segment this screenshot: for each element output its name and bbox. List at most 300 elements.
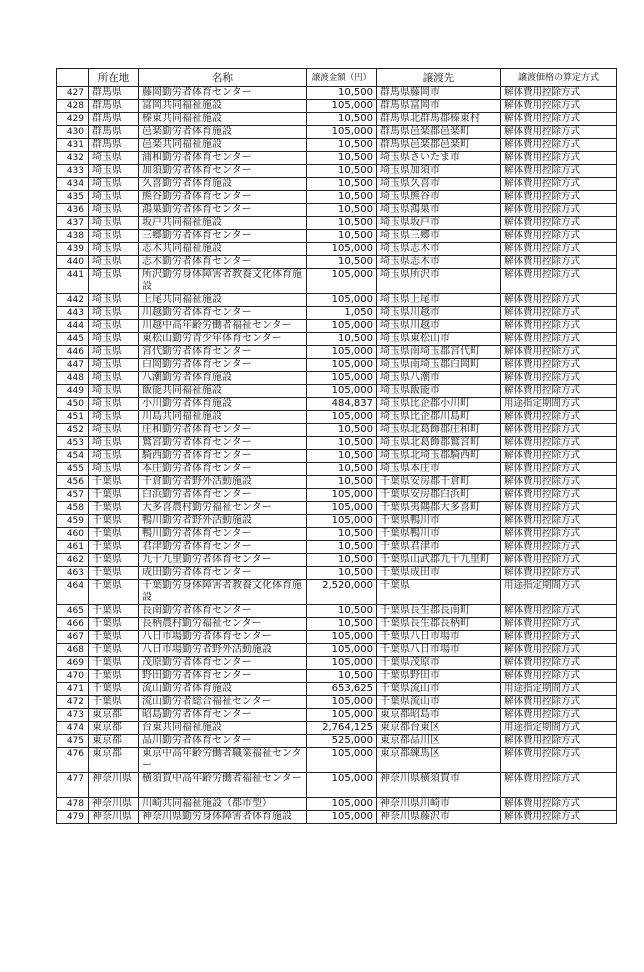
table-row [57, 165, 617, 178]
row-number: 435 [57, 191, 89, 204]
row-amount: 10,500 [307, 528, 377, 541]
row-facility-name: 千倉勤労者野外活動施設 [139, 476, 307, 489]
row-facility-name: 所沢勤労身体障害者教養文化体育施設 [139, 269, 307, 294]
row-recipient: 千葉県野田市 [377, 670, 501, 683]
row-method: 解体費用控除方式 [501, 657, 617, 670]
row-number: 460 [57, 528, 89, 541]
row-recipient: 千葉県安房郡白浜町 [377, 489, 501, 502]
row-method: 用途指定期間方式 [501, 398, 617, 411]
row-amount: 105,000 [307, 696, 377, 709]
row-recipient: 埼玉県鴻巣市 [377, 204, 501, 217]
row-recipient: 埼玉県川越市 [377, 307, 501, 320]
row-facility-name: 志木勤労者体育センター [139, 256, 307, 269]
row-method: 解体費用控除方式 [501, 359, 617, 372]
row-location: 埼玉県 [89, 152, 139, 165]
row-recipient: 埼玉県南埼玉郡宮代町 [377, 346, 501, 359]
row-amount: 105,000 [307, 346, 377, 359]
table-row [57, 644, 617, 657]
row-number: 447 [57, 359, 89, 372]
row-number: 455 [57, 463, 89, 476]
row-location: 千葉県 [89, 631, 139, 644]
row-recipient: 群馬県邑楽郡邑楽町 [377, 126, 501, 139]
header-amount: 譲渡金額（円） [307, 69, 377, 87]
row-method: 解体費用控除方式 [501, 696, 617, 709]
table-row [57, 230, 617, 243]
row-recipient: 群馬県邑楽郡邑楽町 [377, 139, 501, 152]
row-facility-name: 八潮勤労者体育施設 [139, 372, 307, 385]
row-location: 埼玉県 [89, 463, 139, 476]
row-method: 解体費用控除方式 [501, 152, 617, 165]
row-facility-name: 長南勤労者体育センター [139, 605, 307, 618]
row-facility-name: 大多喜農村勤労福祉センター [139, 502, 307, 515]
table-row [57, 424, 617, 437]
row-number: 445 [57, 333, 89, 346]
row-location: 千葉県 [89, 515, 139, 528]
row-facility-name: 白岡勤労者体育センター [139, 359, 307, 372]
row-number: 470 [57, 670, 89, 683]
row-method: 解体費用控除方式 [501, 567, 617, 580]
row-number: 463 [57, 567, 89, 580]
row-amount: 10,500 [307, 567, 377, 580]
table-row [57, 528, 617, 541]
row-recipient: 千葉県鴨川市 [377, 515, 501, 528]
table-row [57, 139, 617, 152]
row-amount: 105,000 [307, 385, 377, 398]
row-amount: 2,764,125 [307, 722, 377, 735]
row-recipient: 千葉県八日市場市 [377, 644, 501, 657]
row-facility-name: 八日市場勤労者野外活動施設 [139, 644, 307, 657]
row-amount: 10,500 [307, 165, 377, 178]
row-facility-name: 志木共同福祉施設 [139, 243, 307, 256]
row-amount: 10,500 [307, 191, 377, 204]
row-method: 解体費用控除方式 [501, 346, 617, 359]
row-amount: 105,000 [307, 100, 377, 113]
table-row [57, 87, 617, 100]
row-facility-name: 庄和勤労者体育センター [139, 424, 307, 437]
row-facility-name: 昭島勤労者体育センター [139, 709, 307, 722]
row-number: 436 [57, 204, 89, 217]
row-number: 433 [57, 165, 89, 178]
row-facility-name: 八日市場勤労者体育センター [139, 631, 307, 644]
row-location: 埼玉県 [89, 333, 139, 346]
row-facility-name: 神奈川県勤労身体障害者体育施設 [139, 811, 307, 824]
row-amount: 105,000 [307, 359, 377, 372]
table-row [57, 359, 617, 372]
row-number: 431 [57, 139, 89, 152]
row-location: 埼玉県 [89, 256, 139, 269]
table-row [57, 554, 617, 567]
row-location: 千葉県 [89, 696, 139, 709]
row-location: 神奈川県 [89, 798, 139, 811]
row-recipient: 千葉県鴨川市 [377, 528, 501, 541]
row-method: 解体費用控除方式 [501, 515, 617, 528]
row-method: 解体費用控除方式 [501, 437, 617, 450]
row-number: 441 [57, 269, 89, 294]
table-row [57, 333, 617, 346]
row-amount: 105,000 [307, 709, 377, 722]
row-facility-name: 東京中高年齢労働者職業福祉センター [139, 748, 307, 773]
row-facility-name: 成田勤労者体育センター [139, 567, 307, 580]
row-number: 451 [57, 411, 89, 424]
row-amount: 105,000 [307, 489, 377, 502]
table-row [57, 398, 617, 411]
row-location: 千葉県 [89, 476, 139, 489]
row-location: 埼玉県 [89, 398, 139, 411]
row-location: 千葉県 [89, 489, 139, 502]
row-number: 458 [57, 502, 89, 515]
row-method: 解体費用控除方式 [501, 811, 617, 824]
row-recipient: 埼玉県熊谷市 [377, 191, 501, 204]
row-amount: 105,000 [307, 657, 377, 670]
row-amount: 105,000 [307, 411, 377, 424]
row-location: 千葉県 [89, 554, 139, 567]
row-location: 埼玉県 [89, 320, 139, 333]
row-method: 解体費用控除方式 [501, 463, 617, 476]
row-recipient: 群馬県北群馬郡榛東村 [377, 113, 501, 126]
row-amount: 10,500 [307, 437, 377, 450]
row-location: 埼玉県 [89, 346, 139, 359]
row-location: 千葉県 [89, 657, 139, 670]
table-row [57, 113, 617, 126]
row-location: 埼玉県 [89, 294, 139, 307]
row-recipient: 埼玉県志木市 [377, 243, 501, 256]
row-method: 解体費用控除方式 [501, 100, 617, 113]
row-recipient: 埼玉県加須市 [377, 165, 501, 178]
header-recipient: 譲渡先 [377, 69, 501, 87]
table-row [57, 372, 617, 385]
row-method: 解体費用控除方式 [501, 631, 617, 644]
header-name: 名称 [139, 69, 307, 87]
row-location: 埼玉県 [89, 217, 139, 230]
row-location: 埼玉県 [89, 411, 139, 424]
row-recipient: 千葉県君津市 [377, 541, 501, 554]
row-amount: 105,000 [307, 320, 377, 333]
row-method: 解体費用控除方式 [501, 502, 617, 515]
row-amount: 10,500 [307, 333, 377, 346]
table-row [57, 748, 617, 773]
row-facility-name: 川島共同福祉施設 [139, 411, 307, 424]
row-recipient: 群馬県富岡市 [377, 100, 501, 113]
row-location: 埼玉県 [89, 450, 139, 463]
row-number: 468 [57, 644, 89, 657]
row-location: 千葉県 [89, 683, 139, 696]
row-facility-name: 鴨川勤労者体育センター [139, 528, 307, 541]
row-number: 461 [57, 541, 89, 554]
row-amount: 10,500 [307, 178, 377, 191]
row-location: 埼玉県 [89, 178, 139, 191]
row-number: 450 [57, 398, 89, 411]
row-method: 解体費用控除方式 [501, 204, 617, 217]
row-amount: 10,500 [307, 113, 377, 126]
row-location: 埼玉県 [89, 359, 139, 372]
row-facility-name: 飯能共同福祉施設 [139, 385, 307, 398]
row-method: 解体費用控除方式 [501, 489, 617, 502]
row-amount: 105,000 [307, 773, 377, 798]
row-method: 解体費用控除方式 [501, 411, 617, 424]
table-row [57, 631, 617, 644]
row-facility-name: 鴨川勤労者野外活動施設 [139, 515, 307, 528]
row-amount: 105,000 [307, 811, 377, 824]
row-facility-name: 長柄農村勤労福祉センター [139, 618, 307, 631]
row-method: 解体費用控除方式 [501, 139, 617, 152]
row-facility-name: 川越勤労者体育センター [139, 307, 307, 320]
row-amount: 10,500 [307, 541, 377, 554]
table-row [57, 657, 617, 670]
table-row [57, 476, 617, 489]
table-row [57, 411, 617, 424]
table-row [57, 437, 617, 450]
table-row [57, 502, 617, 515]
row-amount: 105,000 [307, 372, 377, 385]
table-row [57, 256, 617, 269]
row-recipient: 埼玉県北葛飾郡鷲宮町 [377, 437, 501, 450]
row-facility-name: 茂原勤労者体育センター [139, 657, 307, 670]
row-recipient: 埼玉県八潮市 [377, 372, 501, 385]
table-row [57, 735, 617, 748]
row-number: 474 [57, 722, 89, 735]
row-amount: 10,500 [307, 230, 377, 243]
table-row [57, 307, 617, 320]
row-number: 444 [57, 320, 89, 333]
row-number: 479 [57, 811, 89, 824]
row-recipient: 千葉県八日市場市 [377, 631, 501, 644]
row-location: 埼玉県 [89, 385, 139, 398]
row-facility-name: 東松山勤労青少年体育センター [139, 333, 307, 346]
table-row [57, 605, 617, 618]
disposal-table [56, 68, 617, 824]
table-row [57, 320, 617, 333]
row-location: 千葉県 [89, 541, 139, 554]
row-facility-name: 本庄勤労者体育センター [139, 463, 307, 476]
row-location: 埼玉県 [89, 204, 139, 217]
row-method: 解体費用控除方式 [501, 385, 617, 398]
row-amount: 10,500 [307, 670, 377, 683]
row-facility-name: 白浜勤労者体育センター [139, 489, 307, 502]
row-method: 解体費用控除方式 [501, 528, 617, 541]
table-row [57, 294, 617, 307]
row-amount: 105,000 [307, 269, 377, 294]
table-row [57, 773, 617, 798]
row-method: 解体費用控除方式 [501, 605, 617, 618]
row-number: 434 [57, 178, 89, 191]
row-method: 解体費用控除方式 [501, 320, 617, 333]
table-row [57, 178, 617, 191]
row-facility-name: 浦和勤労者体育センター [139, 152, 307, 165]
row-amount: 105,000 [307, 515, 377, 528]
table-row [57, 191, 617, 204]
row-amount: 10,500 [307, 554, 377, 567]
row-location: 千葉県 [89, 567, 139, 580]
row-number: 446 [57, 346, 89, 359]
row-location: 千葉県 [89, 580, 139, 605]
row-number: 432 [57, 152, 89, 165]
row-facility-name: 鷲宮勤労者体育センター [139, 437, 307, 450]
row-amount: 10,500 [307, 152, 377, 165]
row-amount: 484,837 [307, 398, 377, 411]
row-amount: 105,000 [307, 631, 377, 644]
row-amount: 105,000 [307, 243, 377, 256]
row-method: 解体費用控除方式 [501, 798, 617, 811]
row-facility-name: 三郷勤労者体育センター [139, 230, 307, 243]
row-facility-name: 藤岡勤労者体育センター [139, 87, 307, 100]
row-method: 解体費用控除方式 [501, 450, 617, 463]
row-number: 453 [57, 437, 89, 450]
table-row [57, 618, 617, 631]
row-facility-name: 熊谷勤労者体育センター [139, 191, 307, 204]
table-row [57, 204, 617, 217]
row-facility-name: 台東共同福祉施設 [139, 722, 307, 735]
row-recipient: 神奈川県藤沢市 [377, 811, 501, 824]
row-method: 解体費用控除方式 [501, 670, 617, 683]
row-number: 428 [57, 100, 89, 113]
row-method: 解体費用控除方式 [501, 294, 617, 307]
row-location: 神奈川県 [89, 811, 139, 824]
row-method: 解体費用控除方式 [501, 709, 617, 722]
row-amount: 10,500 [307, 87, 377, 100]
table-row [57, 152, 617, 165]
row-method: 解体費用控除方式 [501, 307, 617, 320]
row-number: 448 [57, 372, 89, 385]
row-recipient: 神奈川県横須賀市 [377, 773, 501, 798]
row-recipient: 千葉県長生郡長柄町 [377, 618, 501, 631]
row-method: 解体費用控除方式 [501, 333, 617, 346]
row-location: 東京都 [89, 709, 139, 722]
row-location: 埼玉県 [89, 165, 139, 178]
table-row [57, 580, 617, 605]
table-row [57, 709, 617, 722]
row-location: 埼玉県 [89, 307, 139, 320]
row-recipient: 埼玉県北葛飾郡庄和町 [377, 424, 501, 437]
row-facility-name: 邑楽共同福祉施設 [139, 139, 307, 152]
row-method: 解体費用控除方式 [501, 269, 617, 294]
row-method: 解体費用控除方式 [501, 165, 617, 178]
table-row [57, 798, 617, 811]
row-number: 471 [57, 683, 89, 696]
row-method: 解体費用控除方式 [501, 113, 617, 126]
row-recipient: 千葉県成田市 [377, 567, 501, 580]
header-number [57, 69, 89, 87]
row-recipient: 埼玉県北埼玉郡騎西町 [377, 450, 501, 463]
row-method: 解体費用控除方式 [501, 178, 617, 191]
row-amount: 105,000 [307, 502, 377, 515]
row-number: 472 [57, 696, 89, 709]
row-recipient: 埼玉県所沢市 [377, 269, 501, 294]
row-recipient: 埼玉県上尾市 [377, 294, 501, 307]
row-number: 452 [57, 424, 89, 437]
row-method: 解体費用控除方式 [501, 476, 617, 489]
row-facility-name: 横須賀中高年齢労働者福祉センター [139, 773, 307, 798]
row-facility-name: 榛東共同福祉施設 [139, 113, 307, 126]
header-row [57, 69, 617, 87]
row-number: 464 [57, 580, 89, 605]
row-method: 解体費用控除方式 [501, 541, 617, 554]
row-location: 神奈川県 [89, 773, 139, 798]
row-location: 千葉県 [89, 618, 139, 631]
row-recipient: 東京都台東区 [377, 722, 501, 735]
row-amount: 10,500 [307, 476, 377, 489]
row-facility-name: 宮代勤労者体育センター [139, 346, 307, 359]
row-number: 437 [57, 217, 89, 230]
row-location: 千葉県 [89, 670, 139, 683]
row-facility-name: 加須勤労者体育センター [139, 165, 307, 178]
row-number: 442 [57, 294, 89, 307]
row-number: 466 [57, 618, 89, 631]
header-method: 譲渡価格の算定方式 [501, 69, 617, 87]
row-method: 解体費用控除方式 [501, 191, 617, 204]
row-number: 469 [57, 657, 89, 670]
row-method: 用途指定期間方式 [501, 722, 617, 735]
row-method: 解体費用控除方式 [501, 243, 617, 256]
row-location: 千葉県 [89, 502, 139, 515]
row-method: 解体費用控除方式 [501, 644, 617, 657]
table-row [57, 385, 617, 398]
row-number: 456 [57, 476, 89, 489]
table-row [57, 463, 617, 476]
row-amount: 105,000 [307, 748, 377, 773]
row-recipient: 埼玉県久喜市 [377, 178, 501, 191]
row-number: 449 [57, 385, 89, 398]
row-amount: 10,500 [307, 204, 377, 217]
row-number: 462 [57, 554, 89, 567]
row-recipient: 千葉県流山市 [377, 683, 501, 696]
table-row [57, 269, 617, 294]
row-amount: 10,500 [307, 424, 377, 437]
row-facility-name: 川越中高年齢労働者福祉センター [139, 320, 307, 333]
row-method: 用途指定期間方式 [501, 683, 617, 696]
row-location: 千葉県 [89, 605, 139, 618]
row-number: 427 [57, 87, 89, 100]
row-facility-name: 富岡共同福祉施設 [139, 100, 307, 113]
row-method: 解体費用控除方式 [501, 554, 617, 567]
row-number: 477 [57, 773, 89, 798]
row-recipient: 埼玉県坂戸市 [377, 217, 501, 230]
row-facility-name: 坂戸共同福祉施設 [139, 217, 307, 230]
row-facility-name: 上尾共同福祉施設 [139, 294, 307, 307]
table-row [57, 683, 617, 696]
row-method: 解体費用控除方式 [501, 748, 617, 773]
row-location: 埼玉県 [89, 372, 139, 385]
row-recipient: 群馬県藤岡市 [377, 87, 501, 100]
row-recipient: 東京都練馬区 [377, 748, 501, 773]
row-recipient: 埼玉県比企郡川島町 [377, 411, 501, 424]
row-recipient: 埼玉県さいたま市 [377, 152, 501, 165]
table-row [57, 541, 617, 554]
row-location: 埼玉県 [89, 269, 139, 294]
table-row [57, 811, 617, 824]
row-recipient: 埼玉県三郷市 [377, 230, 501, 243]
row-facility-name: 川崎共同福祉施設（都市型） [139, 798, 307, 811]
row-facility-name: 君津勤労者体育センター [139, 541, 307, 554]
table-row [57, 722, 617, 735]
table-body [57, 87, 617, 824]
row-method: 解体費用控除方式 [501, 424, 617, 437]
row-recipient: 千葉県夷隅郡大多喜町 [377, 502, 501, 515]
row-amount: 105,000 [307, 294, 377, 307]
table-row [57, 515, 617, 528]
row-method: 解体費用控除方式 [501, 126, 617, 139]
row-recipient: 東京都品川区 [377, 735, 501, 748]
row-facility-name: 騎西勤労者体育センター [139, 450, 307, 463]
row-number: 430 [57, 126, 89, 139]
row-number: 478 [57, 798, 89, 811]
row-amount: 10,500 [307, 217, 377, 230]
row-location: 埼玉県 [89, 230, 139, 243]
header-location: 所在地 [89, 69, 139, 87]
row-method: 解体費用控除方式 [501, 256, 617, 269]
row-location: 群馬県 [89, 113, 139, 126]
row-recipient: 千葉県 [377, 580, 501, 605]
row-amount: 653,625 [307, 683, 377, 696]
